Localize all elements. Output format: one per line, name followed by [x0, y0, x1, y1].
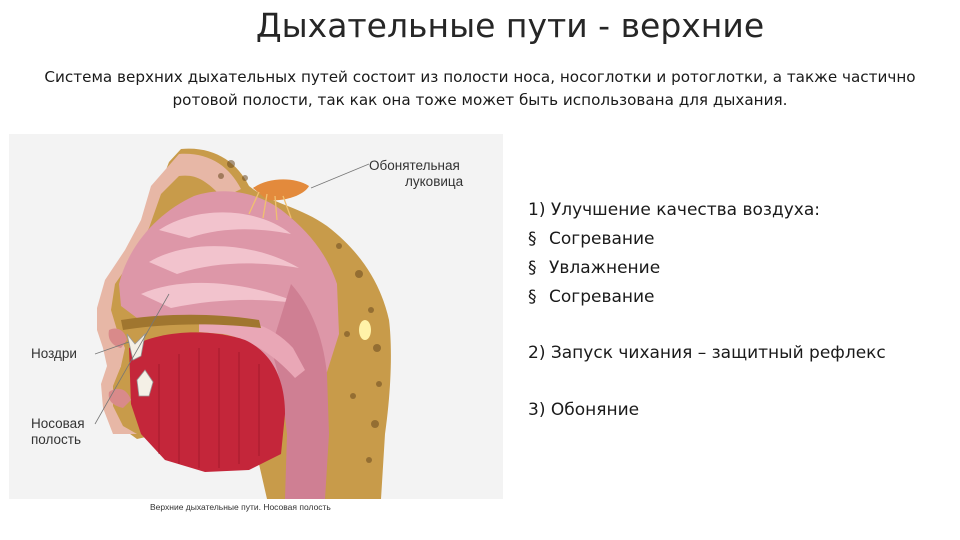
bullet-icon: § — [528, 258, 537, 278]
bullet-icon: § — [528, 229, 537, 249]
label-nostrils: Ноздри — [31, 346, 77, 361]
slide-title: Дыхательные пути - верхние — [255, 6, 765, 45]
figure-caption: Верхние дыхательные пути. Носовая полость — [150, 502, 331, 512]
point-3: 3) Обоняние — [528, 400, 640, 420]
list-item — [528, 283, 948, 312]
label-olfactory-bulb-line2: луковица — [405, 174, 464, 189]
point-2: 2) Запуск чихания – защитный рефлекс — [528, 343, 886, 363]
point-1-heading: 1) Улучшение качества воздуха: — [528, 200, 820, 220]
label-nasal-cavity-line1: Носовая — [31, 416, 85, 431]
list-item-label: Согревание — [549, 287, 655, 307]
functions-list — [528, 196, 948, 425]
list-item — [528, 254, 948, 283]
label-olfactory-bulb-line1: Обонятельная — [369, 158, 460, 173]
label-nasal-cavity-line2: полость — [31, 432, 82, 447]
list-item-label: Увлажнение — [549, 258, 661, 278]
label-nasal-cavity — [31, 416, 85, 448]
bullet-icon: § — [528, 287, 537, 307]
list-item-label: Согревание — [549, 229, 655, 249]
label-olfactory-bulb — [369, 158, 463, 190]
list-item — [528, 225, 948, 254]
anatomy-figure — [9, 134, 503, 499]
slide-intro: Система верхних дыхательных путей состоит из полости носа, носоглотки и ротоглотки, а также частично ротовой полости, так как она тоже может быть использована для дыхания. — [44, 68, 916, 109]
